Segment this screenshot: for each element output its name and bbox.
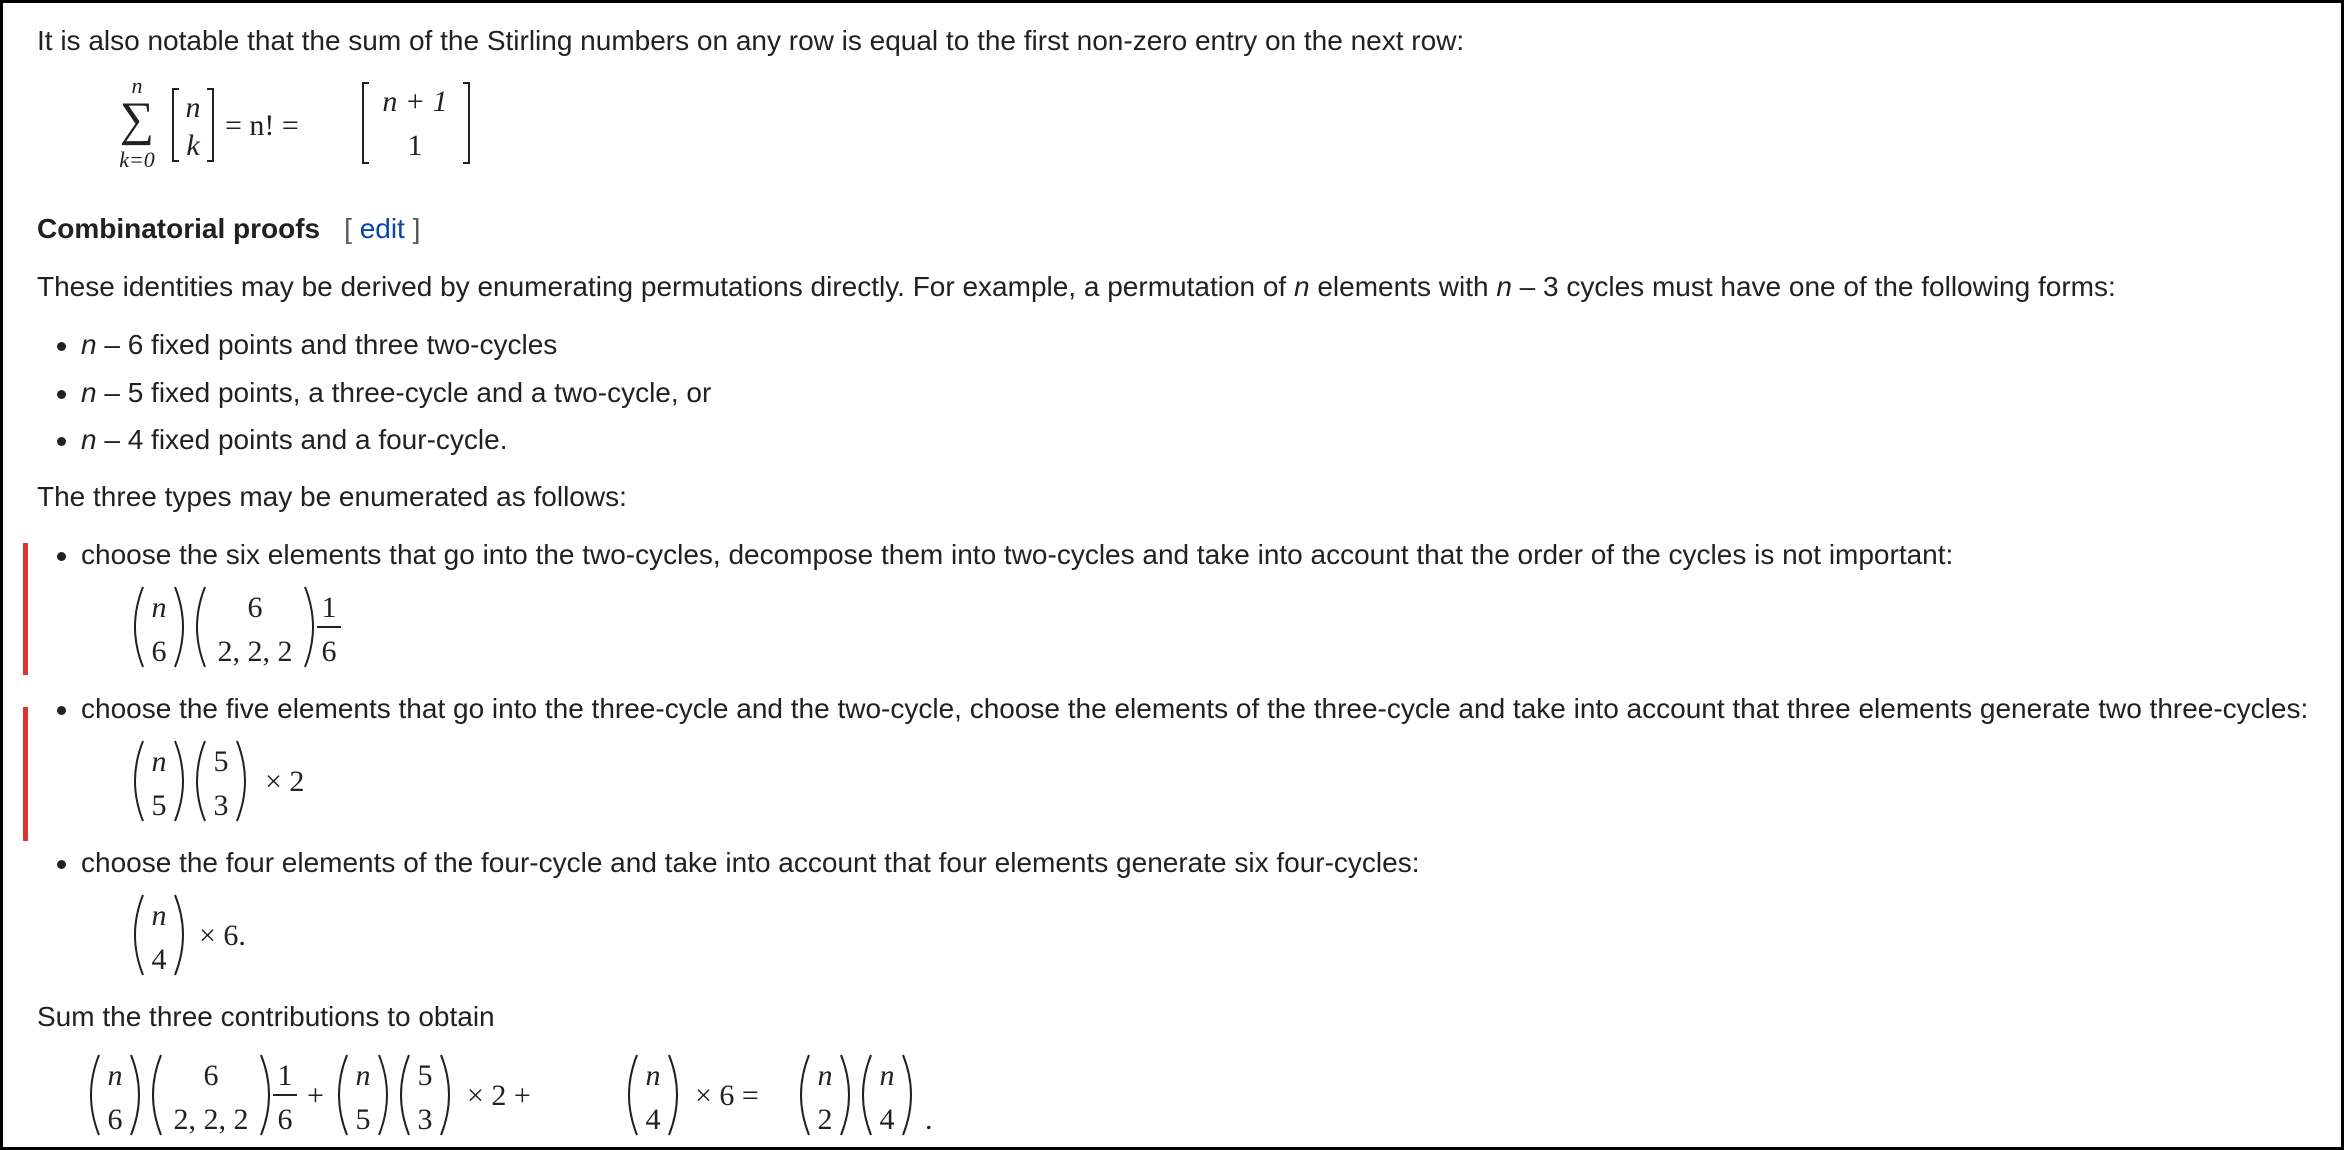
paren-left [91,1055,99,1135]
frac-den: 6 [277,1103,293,1136]
bullet-dot [57,390,66,399]
binom-top: 5 [213,745,229,778]
bracket-left [173,89,179,161]
form-var: n [81,377,97,408]
multinom-top: 6 [203,1059,219,1092]
type-text: choose the five elements that go into the three-cycle and the two-cycle, choose the elements of the three-cycle and take into account that three elements generate two three-cycles: [81,693,2309,724]
times-two: × 2 [265,765,305,798]
form-text: – 5 fixed points, a three-cycle and a two-cycle, or [96,377,712,408]
bracket2-bottom: 1 [407,129,423,162]
form-text: – 6 fixed points and three two-cycles [96,329,558,360]
type-text: choose the four elements of the four-cycle and take into account that four elements generate six four-cycles: [81,847,1420,878]
bracket-right [207,89,213,161]
formula1-middle: = n! = [225,109,299,142]
para-types: The three types may be enumerated as follows: [37,481,627,512]
final-period: . [925,1103,933,1136]
para-sum: Sum the three contributions to obtain [37,1001,495,1032]
binom-bottom: 4 [879,1103,895,1136]
paren-right [175,587,183,667]
binom-bottom: 4 [645,1103,661,1136]
paren-left [401,1055,409,1135]
formula-type3 [129,889,329,981]
bracket1-bottom: k [186,129,200,162]
plus-sign: + [307,1079,324,1112]
paren-left [135,587,143,667]
frac-num: 1 [277,1059,293,1092]
binom-bottom: 5 [151,789,167,822]
bullet-dot [57,706,66,715]
binom-bottom: 4 [151,943,167,976]
para-identities [37,269,2116,305]
edit-bracket-close: ] [412,213,421,244]
paren-right [237,741,245,821]
paren-left [863,1055,871,1135]
para1-var-n: n [1294,271,1310,302]
multinom-top: 6 [247,591,263,624]
intro-paragraph: It is also notable that the sum of the Stirling numbers on any row is equal to the first non-zero entry on the next row: [37,25,1465,56]
binom-top: n [107,1059,123,1092]
formula-stirling-sum [77,75,497,175]
binom-top: n [151,745,167,778]
form-var: n [81,424,97,455]
paren-left [197,587,205,667]
paren-left [153,1055,161,1135]
bracket1-top: n [185,91,201,124]
para1-text-b: elements with [1309,271,1497,302]
bracket2-top: n + 1 [382,85,448,118]
bullet-dot [57,552,66,561]
paren-left [197,741,205,821]
frac-den: 6 [321,635,337,668]
binom-bottom: 5 [355,1103,371,1136]
binom-bottom: 3 [417,1103,433,1136]
type-text: choose the six elements that go into the two-cycles, decompose them into two-cycles and take into account that the order of the cycles is not important: [81,539,1954,570]
sigma-symbol: ∑ [119,93,155,146]
paren-right [903,1055,911,1135]
bullet-dot [57,342,66,351]
paren-right [261,1055,269,1135]
form-text: – 4 fixed points and a four-cycle. [96,424,508,455]
paren-right [441,1055,449,1135]
binom-top: n [879,1059,895,1092]
sum-upper-limit: n [131,75,143,98]
bullet-dot [57,437,66,446]
paren-left [135,895,143,975]
paren-right [841,1055,849,1135]
edit-link[interactable]: edit [359,213,405,244]
binom-top: n [151,899,167,932]
paren-right [379,1055,387,1135]
frac-num: 1 [321,591,337,624]
para1-var-n2: n [1496,271,1512,302]
binom-bottom: 2 [817,1103,833,1136]
formula-type2 [129,735,389,827]
sum-lower-limit: k=0 [119,147,155,172]
binom-top: n [817,1059,833,1092]
bullet-dot [57,860,66,869]
paren-left [135,741,143,821]
formula-final-sum [85,1049,985,1145]
edit-bracket-open: [ [344,213,352,244]
change-marker-bar [23,707,28,841]
binom-bottom: 6 [107,1103,123,1136]
change-marker-bar [23,543,28,675]
para1-text-a: These identities may be derived by enumerating permutations directly. For example, a permutation of [37,271,1294,302]
binom-top: n [645,1059,661,1092]
formula-type1 [129,581,409,673]
multinom-bottom: 2, 2, 2 [173,1103,249,1136]
paren-right [669,1055,677,1135]
binom-bottom: 3 [213,789,229,822]
para1-text-c: – 3 cycles must have one of the following forms: [1511,271,2116,302]
binom-top: n [355,1059,371,1092]
paren-left [629,1055,637,1135]
times-six-equals: × 6 = [695,1079,759,1112]
binom-top: 5 [417,1059,433,1092]
paren-left [801,1055,809,1135]
bracket2-left [363,83,369,163]
paren-right [175,895,183,975]
paren-left [339,1055,347,1135]
form-var: n [81,329,97,360]
paren-right [305,587,313,667]
paren-right [175,741,183,821]
section-title: Combinatorial proofs [37,213,321,244]
binom-top: n [151,591,167,624]
multinom-bottom: 2, 2, 2 [217,635,293,668]
times-two-plus: × 2 + [467,1079,531,1112]
edit-section [344,213,420,244]
times-six: × 6. [199,919,246,952]
bracket2-right [463,83,469,163]
section-heading [37,211,420,247]
paren-right [131,1055,139,1135]
binom-bottom: 6 [151,635,167,668]
